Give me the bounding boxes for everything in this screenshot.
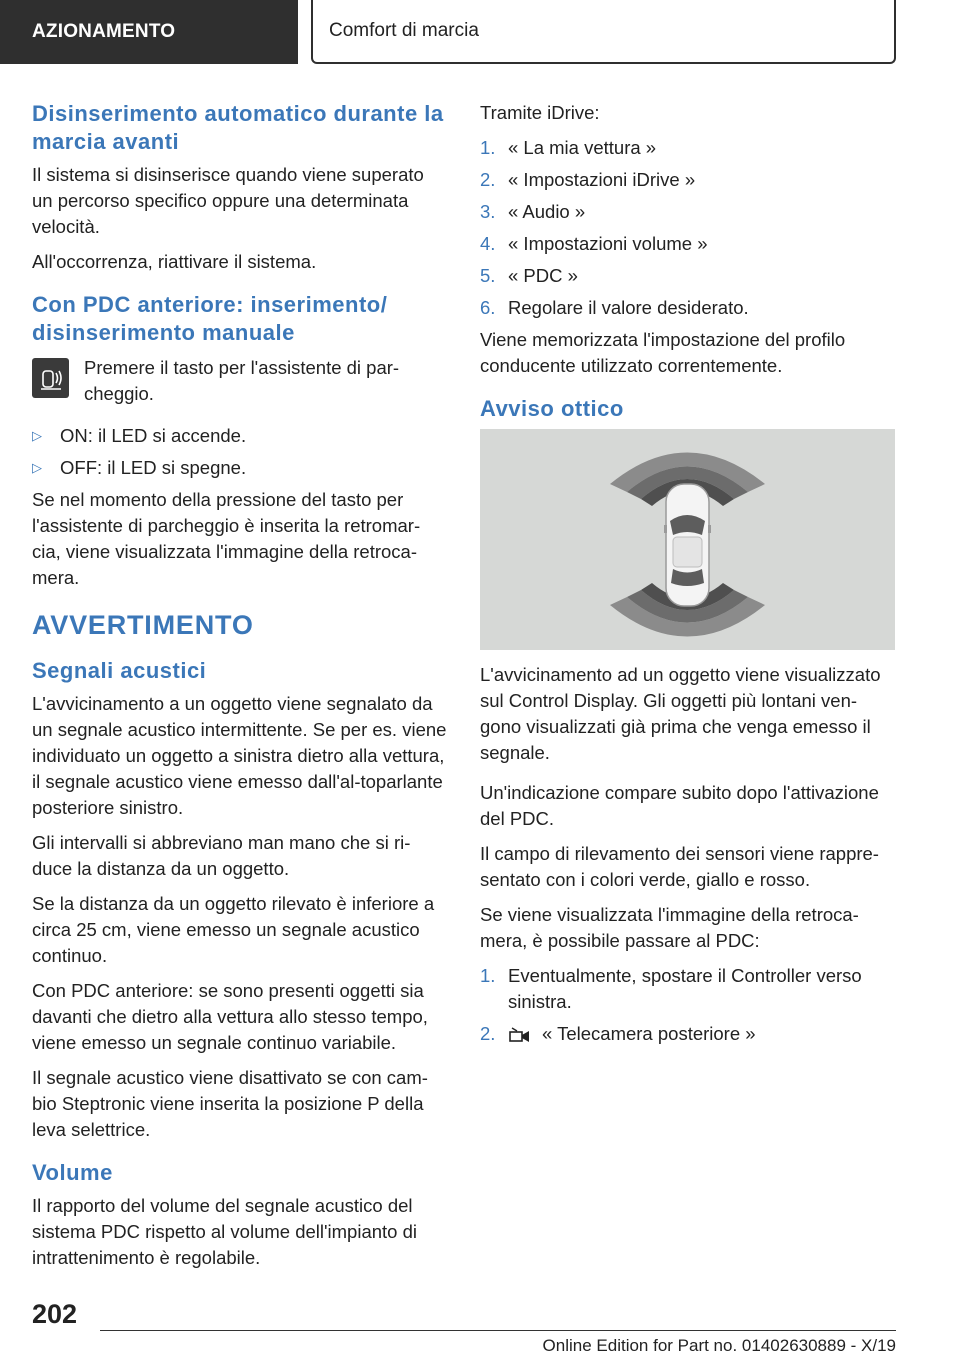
heading-acoustic: Segnali acustici [32,658,207,683]
heading-volume: Volume [32,1160,113,1185]
list-item: 4. « Impostazioni volume » [480,233,708,254]
list-item: ▷ OFF: il LED si spegne. [32,455,447,481]
rear-camera-icon [508,1026,532,1044]
paragraph: L'avvicinamento ad un oggetto viene visualizzato sul Control Display. Gli oggetti più lontani ven-gono visualizzati già prima che venga emesso il segnale. [480,664,881,763]
paragraph: Se nel momento della pressione del tasto per l'assistente di parcheggio è inserita la retromar-cia, viene visualizzata l'immagine della retroca-mera. [32,489,421,588]
paragraph: Se viene visualizzata l'immagine della retroca-mera, è possibile passare al PDC: [480,904,859,951]
chapter-tab [311,0,896,64]
list-item: 5. « PDC » [480,265,578,286]
list-item: 3. « Audio » [480,201,586,222]
page-number: 202 [32,1299,78,1329]
list-item: ▷ ON: il LED si accende. [32,423,447,449]
paragraph: Premere il tasto per l'assistente di par-cheggio. [84,357,400,404]
paragraph: Se la distanza da un oggetto rilevato è inferiore a circa 25 cm, viene emesso un segnale acustico continuo. [32,893,435,966]
edition-note: Online Edition for Part no. 01402630889 - X/19 [542,1336,896,1355]
paragraph: Un'indicazione compare subito dopo l'attivazione del PDC. [480,782,879,829]
heading-optical: Avviso ottico [480,396,624,421]
triangle-bullet-icon: ▷ [32,460,42,475]
list-item: 6. Regolare il valore desiderato. [480,297,749,318]
paragraph: Il rapporto del volume del segnale acustico del sistema PDC rispetto al volume dell'impianto di intrattenimento è regolabile. [32,1195,417,1268]
parking-assist-button-icon [32,358,69,398]
chapter-title: Comfort di marcia [329,20,479,41]
left-column [32,100,447,1280]
paragraph: Con PDC anteriore: se sono presenti oggetti sia davanti che dietro alla vettura allo stesso tempo, viene emesso un segnale continuo variabile. [32,980,428,1053]
paragraph: L'avvicinamento a un oggetto viene segnalato da un segnale acustico intermittente. Se per es. viene individuato un oggetto a sinistra dietro alla vettura, il segnale acustico viene emesso dall'al-toparlante posteriore sinistro. [32,693,447,818]
paragraph: Gli intervalli si abbreviano man mano che si ri-duce la distanza da un oggetto. [32,832,411,879]
right-column [480,100,898,1053]
car-sensor-icon [480,429,895,650]
heading-front-pdc: Con PDC anteriore: inserimento/ disinserimento manuale [32,292,388,345]
list-item: 2. « Impostazioni iDrive » [480,169,696,190]
paragraph: Il segnale acustico viene disattivato se con cam-bio Steptronic viene inserita la posizione P della leva selettrice. [32,1067,428,1140]
led-bullet-list [32,423,447,481]
paragraph: Tramite iDrive: [480,102,600,123]
section-title: AZIONAMENTO [32,21,176,42]
button-instruction [32,355,447,407]
paragraph: Viene memorizzata l'impostazione del profilo conducente utilizzato correntemente. [480,329,846,376]
triangle-bullet-icon: ▷ [32,428,42,443]
camera-steps-list [480,963,898,1047]
idrive-steps-list [480,135,898,321]
paragraph: Il sistema si disinserisce quando viene superato un percorso specifico oppure una determinata velocità. [32,164,424,237]
footer-divider [100,1330,896,1331]
list-item: 1. « La mia vettura » [480,137,657,158]
list-item: 1. Eventualmente, spostare il Controller verso sinistra. [480,965,862,1012]
paragraph: All'occorrenza, riattivare il sistema. [32,251,317,272]
paragraph: Il campo di rilevamento dei sensori viene rappre-sentato con i colori verde, giallo e rosso. [480,843,879,890]
list-item: 2. « Telecamera posteriore » [480,1023,756,1044]
warning-heading: AVVERTIMENTO [32,610,254,640]
pdc-display-illustration [480,429,895,650]
heading-auto-off: Disinserimento automatico durante la marcia avanti [32,101,444,154]
section-tab [0,0,298,64]
